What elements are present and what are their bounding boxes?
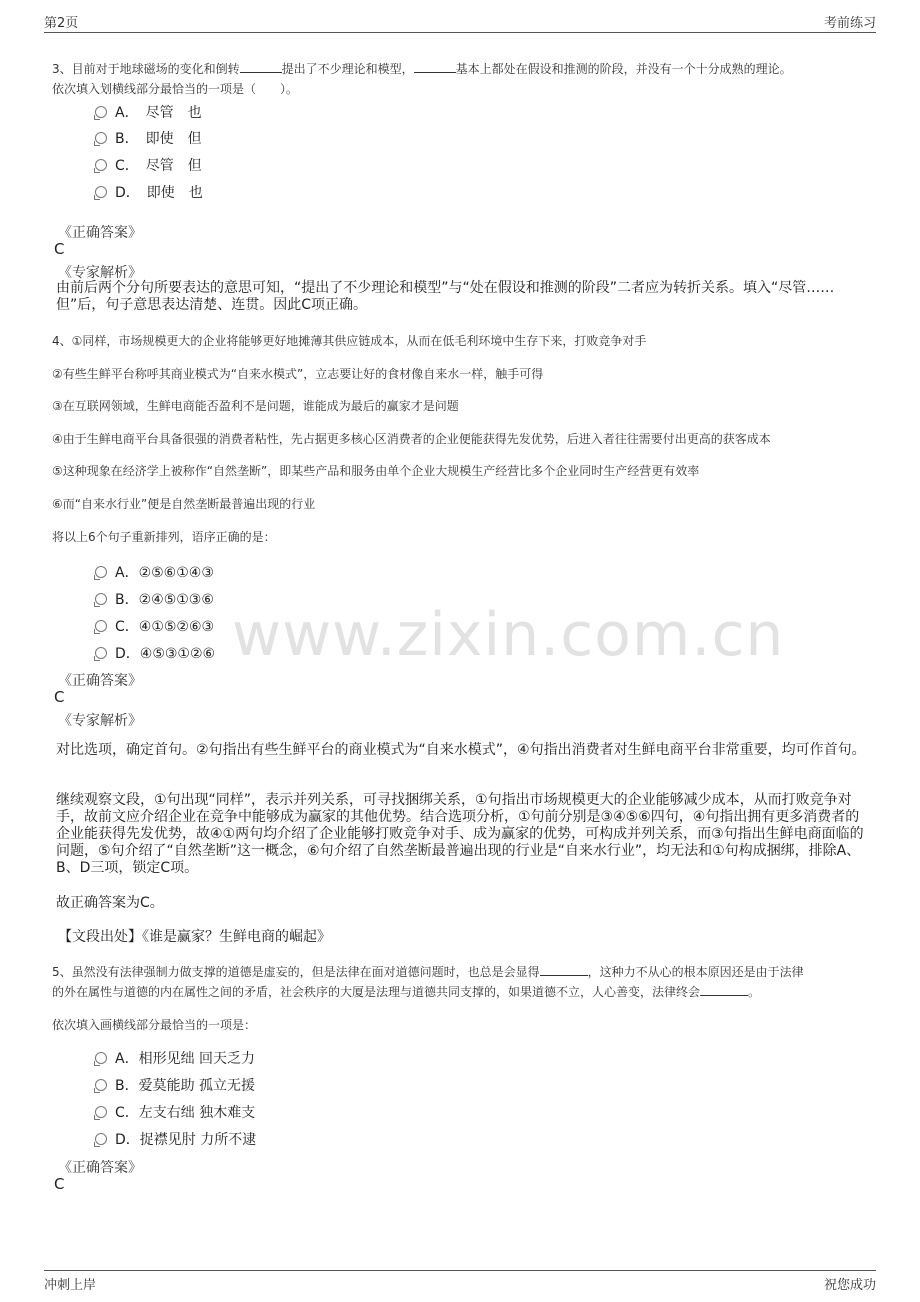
q4-option-a[interactable]: A．②⑤⑥①④③ (95, 562, 214, 582)
q5-blank-1 (540, 963, 588, 976)
q4-option-d[interactable]: D．④⑤③①②⑥ (95, 643, 215, 663)
radio-icon[interactable] (95, 566, 107, 578)
watermark: www.zixin.com.cn (232, 600, 785, 670)
q5-option-b[interactable]: B．爱莫能助 孤立无援 (95, 1075, 255, 1095)
q3-blank-2 (414, 60, 456, 73)
radio-icon[interactable] (95, 1133, 107, 1145)
q4-answer: C (54, 688, 65, 706)
q4-analysis-label: 《专家解析》 (58, 713, 142, 729)
q3-analysis: 由前后两个分句所要表达的意思可知，“提出了不少理论和模型”与“处在假设和推测的阶段”二者应为转折关系。填入“尽管……但”后，句子意思表达清楚、连贯。因此C项正确。 (56, 280, 835, 313)
q3-blank-1 (240, 60, 282, 73)
radio-icon[interactable] (95, 620, 107, 632)
q4-option-b[interactable]: B．②④⑤①③⑥ (95, 589, 214, 609)
radio-icon[interactable] (95, 106, 107, 118)
q3-stem-line2: 依次填入划横线部分最恰当的一项是（ ）。 (52, 82, 299, 96)
q5-option-d[interactable]: D．捉襟见肘 力所不逮 (95, 1129, 256, 1149)
q5-option-c[interactable]: C．左支右绌 独木难支 (95, 1102, 255, 1122)
radio-icon[interactable] (95, 132, 107, 144)
page-footer (44, 1270, 876, 1295)
q4-sentence-6: ⑥而“自来水行业”便是自然垄断最普遍出现的行业 (52, 497, 316, 511)
footer-right-text: 祝您成功 (823, 1278, 876, 1293)
q3-analysis-label: 《专家解析》 (58, 265, 142, 281)
q3-stem-line1: 3、目前对于地球磁场的变化和倒转 提出了不少理论和模型， 基本上都处在假设和推测的阶段，并没有一个十分成熟的理论。 (52, 62, 792, 76)
q4-sentence-3: ③在互联网领域，生鲜电商能否盈利不是问题，谁能成为最后的赢家才是问题 (52, 399, 459, 413)
q5-answer-label: 《正确答案》 (58, 1160, 142, 1176)
q5-answer: C (54, 1175, 65, 1193)
q5-prompt: 依次填入画横线部分最恰当的一项是： (52, 1018, 257, 1032)
radio-icon[interactable] (95, 159, 107, 171)
q3-option-a[interactable]: A． 尽管 也 (95, 102, 202, 122)
radio-icon[interactable] (95, 186, 107, 198)
footer-left-text: 冲刺上岸 (44, 1278, 97, 1293)
q4-analysis-p3: 故正确答案为C。 (56, 895, 164, 911)
q4-sentence-4: ④由于生鲜电商平台具备很强的消费者粘性，先占据更多核心区消费者的企业便能获得先发优势，后进入者往往需要付出更高的获客成本 (52, 432, 771, 446)
page-header (44, 10, 876, 33)
q3-answer-label: 《正确答案》 (58, 225, 142, 241)
q4-option-c[interactable]: C．④①⑤②⑥③ (95, 616, 214, 636)
q4-analysis-p2: 继续观察文段，①句出现“同样”，表示并列关系，可寻找捆绑关系，①句指出市场规模更大的企业能够减少成本，从而打败竞争对手，故前文应介绍企业在竞争中能够成为赢家的其他优势。结合选项分析，①句前分别是③④⑤⑥四句，④句指出拥有更多消费者的企业能获得先发优势，故④①两句均介绍了企业能够打败竞争对手、成为赢家的优势，可构成并列关系，而③句指出生鲜电商面临的问题，⑤句介绍了“自然垄断”这一概念，⑥句介绍了自然垄断最普遍出现的行业是“自来水行业”，均无法和①句构成捆绑，排除A、B、D三项，锁定C项。 (56, 792, 864, 876)
q4-sentence-5: ⑤这种现象在经济学上被称作“自然垄断”，即某些产品和服务由单个企业大规模生产经营比多个企业同时生产经营更有效率 (52, 464, 700, 478)
q4-answer-label: 《正确答案》 (58, 673, 142, 689)
q3-option-b[interactable]: B． 即使 但 (95, 128, 202, 148)
q3-option-c[interactable]: C． 尽管 但 (95, 155, 202, 175)
radio-icon[interactable] (95, 593, 107, 605)
q3-answer: C (54, 240, 65, 258)
page-number: 第2页 (44, 16, 79, 31)
q4-sentence-1: 4、①同样，市场规模更大的企业将能够更好地摊薄其供应链成本，从而在低毛利环境中生存下来，打败竞争对手 (52, 334, 647, 348)
q3-option-d[interactable]: D． 即使 也 (95, 182, 203, 202)
radio-icon[interactable] (95, 1106, 107, 1118)
q4-source: 【文段出处】《谁是赢家？生鲜电商的崛起》 (58, 929, 331, 945)
radio-icon[interactable] (95, 1052, 107, 1064)
q5-option-a[interactable]: A．相形见绌 回天乏力 (95, 1048, 255, 1068)
q5-stem-line1: 5、虽然没有法律强制力做支撑的道德是虚妄的，但是法律在面对道德问题时，也总是会显得 ，这种力不从心的根本原因还是由于法律 (52, 965, 804, 979)
header-title: 考前练习 (823, 16, 876, 31)
radio-icon[interactable] (95, 647, 107, 659)
q4-sentence-2: ②有些生鲜平台称呼其商业模式为“自来水模式”，立志要让好的食材像自来水一样，触手可得 (52, 367, 544, 381)
q5-stem-line2: 的外在属性与道德的内在属性之间的矛盾，社会秩序的大厦是法理与道德共同支撑的，如果道德不立，人心善变，法律终会 。 (52, 985, 761, 999)
q4-analysis-p1: 对比选项，确定首句。②句指出有些生鲜平台的商业模式为“自来水模式”，④句指出消费者对生鲜电商平台非常重要，均可作首句。 (56, 742, 866, 758)
radio-icon[interactable] (95, 1079, 107, 1091)
q4-prompt: 将以上6个句子重新排列，语序正确的是： (52, 530, 276, 544)
q5-blank-2 (700, 983, 748, 996)
